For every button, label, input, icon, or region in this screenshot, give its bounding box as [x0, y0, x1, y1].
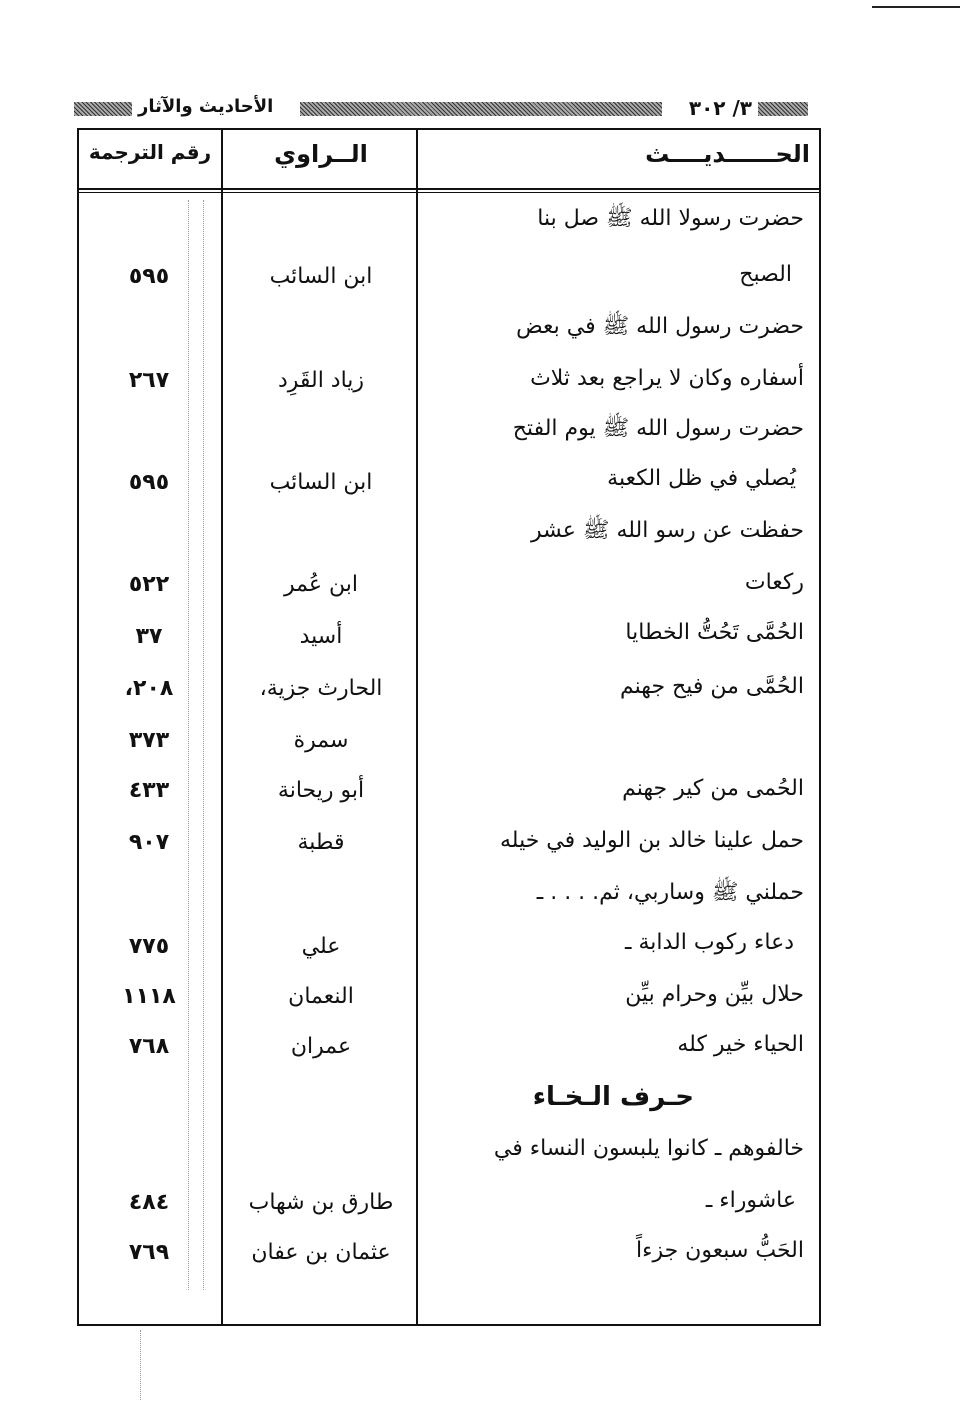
narrator: سمرة — [293, 728, 349, 753]
entry-number: ٥٩٥ — [128, 264, 170, 289]
narrator: أبو ريحانة — [277, 778, 365, 803]
narrator: الحارث جزية، — [259, 676, 383, 701]
page-number: ٣/ ٣٠٢ — [688, 96, 752, 120]
column-header-entry-number: رقم الترجمة — [88, 140, 212, 164]
header-rule-double — [79, 192, 819, 193]
hadith-text: حضرت رسولا الله ﷺ صل بنا — [537, 206, 804, 231]
hadith-text: ركعات — [744, 570, 804, 595]
narrator: زياد القَرِد — [277, 368, 365, 393]
narrator: أسيد — [299, 624, 343, 649]
hadith-text: الصبح — [739, 262, 792, 287]
narrator: طارق بن شهاب — [248, 1190, 394, 1215]
narrator: ابن السائب — [269, 264, 373, 289]
entry-number: ٩٠٧ — [128, 830, 170, 855]
entry-number: ٣٧٣ — [128, 728, 170, 753]
narrator: النعمان — [288, 984, 354, 1009]
entry-number: ١١١٨ — [122, 984, 176, 1009]
entry-number: ٤٨٤ — [128, 1190, 170, 1215]
hadith-text: حملني ﷺ وساربي، ثم. . . . ـ — [536, 880, 804, 905]
running-head — [74, 96, 808, 126]
hadith-text: حمل علينا خالد بن الوليد في خيله — [500, 828, 804, 853]
hadith-text: الحَبُّ سبعون جزءاً — [635, 1238, 804, 1263]
narrator: ابن السائب — [269, 470, 373, 495]
entry-number: ٧٦٩ — [128, 1240, 170, 1265]
hadith-text: الحياء خير كله — [677, 1032, 804, 1057]
hadith-text: حضرت رسول الله ﷺ في بعض — [516, 314, 804, 339]
column-divider — [221, 130, 223, 1324]
entry-number: ٥٩٥ — [128, 470, 170, 495]
running-title: الأحاديث والآثار — [138, 96, 274, 117]
column-header-hadith: الحــــــديــــث — [645, 140, 810, 168]
entry-number: ٥٢٢ — [128, 572, 170, 597]
hadith-text: الحُمى من كير جهنم — [622, 776, 804, 801]
entry-number: ٧٧٥ — [128, 934, 170, 959]
narrator: قطبة — [297, 830, 345, 855]
entry-number: ٢٦٧ — [128, 368, 170, 393]
hadith-text: حفظت عن رسو الله ﷺ عشر — [530, 518, 804, 543]
hadith-text: الحُمَّى من فيح جهنم — [620, 674, 804, 699]
header-rule — [79, 188, 819, 190]
corner-rule — [872, 6, 960, 8]
hadith-text: الحُمَّى تَحُتُّ الخطايا — [625, 620, 804, 645]
hadith-text: حلال بيِّن وحرام بيِّن — [625, 982, 804, 1007]
header-ornament-right — [758, 102, 808, 116]
dotted-guide — [140, 1330, 141, 1400]
hadith-text: حضرت رسول الله ﷺ يوم الفتح — [512, 416, 804, 441]
narrator: علي — [301, 934, 341, 959]
header-ornament-middle — [300, 102, 662, 116]
header-ornament-left — [74, 102, 132, 116]
entry-number: ٢٠٨، — [124, 676, 174, 701]
hadith-text: أسفاره وكان لا يراجع بعد ثلاث — [530, 366, 804, 391]
hadith-text: عاشوراء ـ — [705, 1188, 796, 1213]
entry-number: ٤٣٣ — [128, 778, 170, 803]
column-divider — [416, 130, 418, 1324]
hadith-text: دعاء ركوب الدابة ـ — [625, 930, 794, 955]
narrator: ابن عُمر — [284, 572, 358, 597]
column-header-narrator: الــراوي — [274, 140, 368, 168]
hadith-text: يُصلي في ظل الكعبة — [607, 466, 796, 491]
narrator: عثمان بن عفان — [251, 1240, 391, 1265]
section-heading: حـرف الـخـاء — [532, 1082, 694, 1112]
entry-number: ٣٧ — [135, 624, 163, 649]
narrator: عمران — [290, 1034, 352, 1059]
entry-number: ٧٦٨ — [128, 1034, 170, 1059]
hadith-text: خالفوهم ـ كانوا يلبسون النساء في — [493, 1136, 804, 1161]
